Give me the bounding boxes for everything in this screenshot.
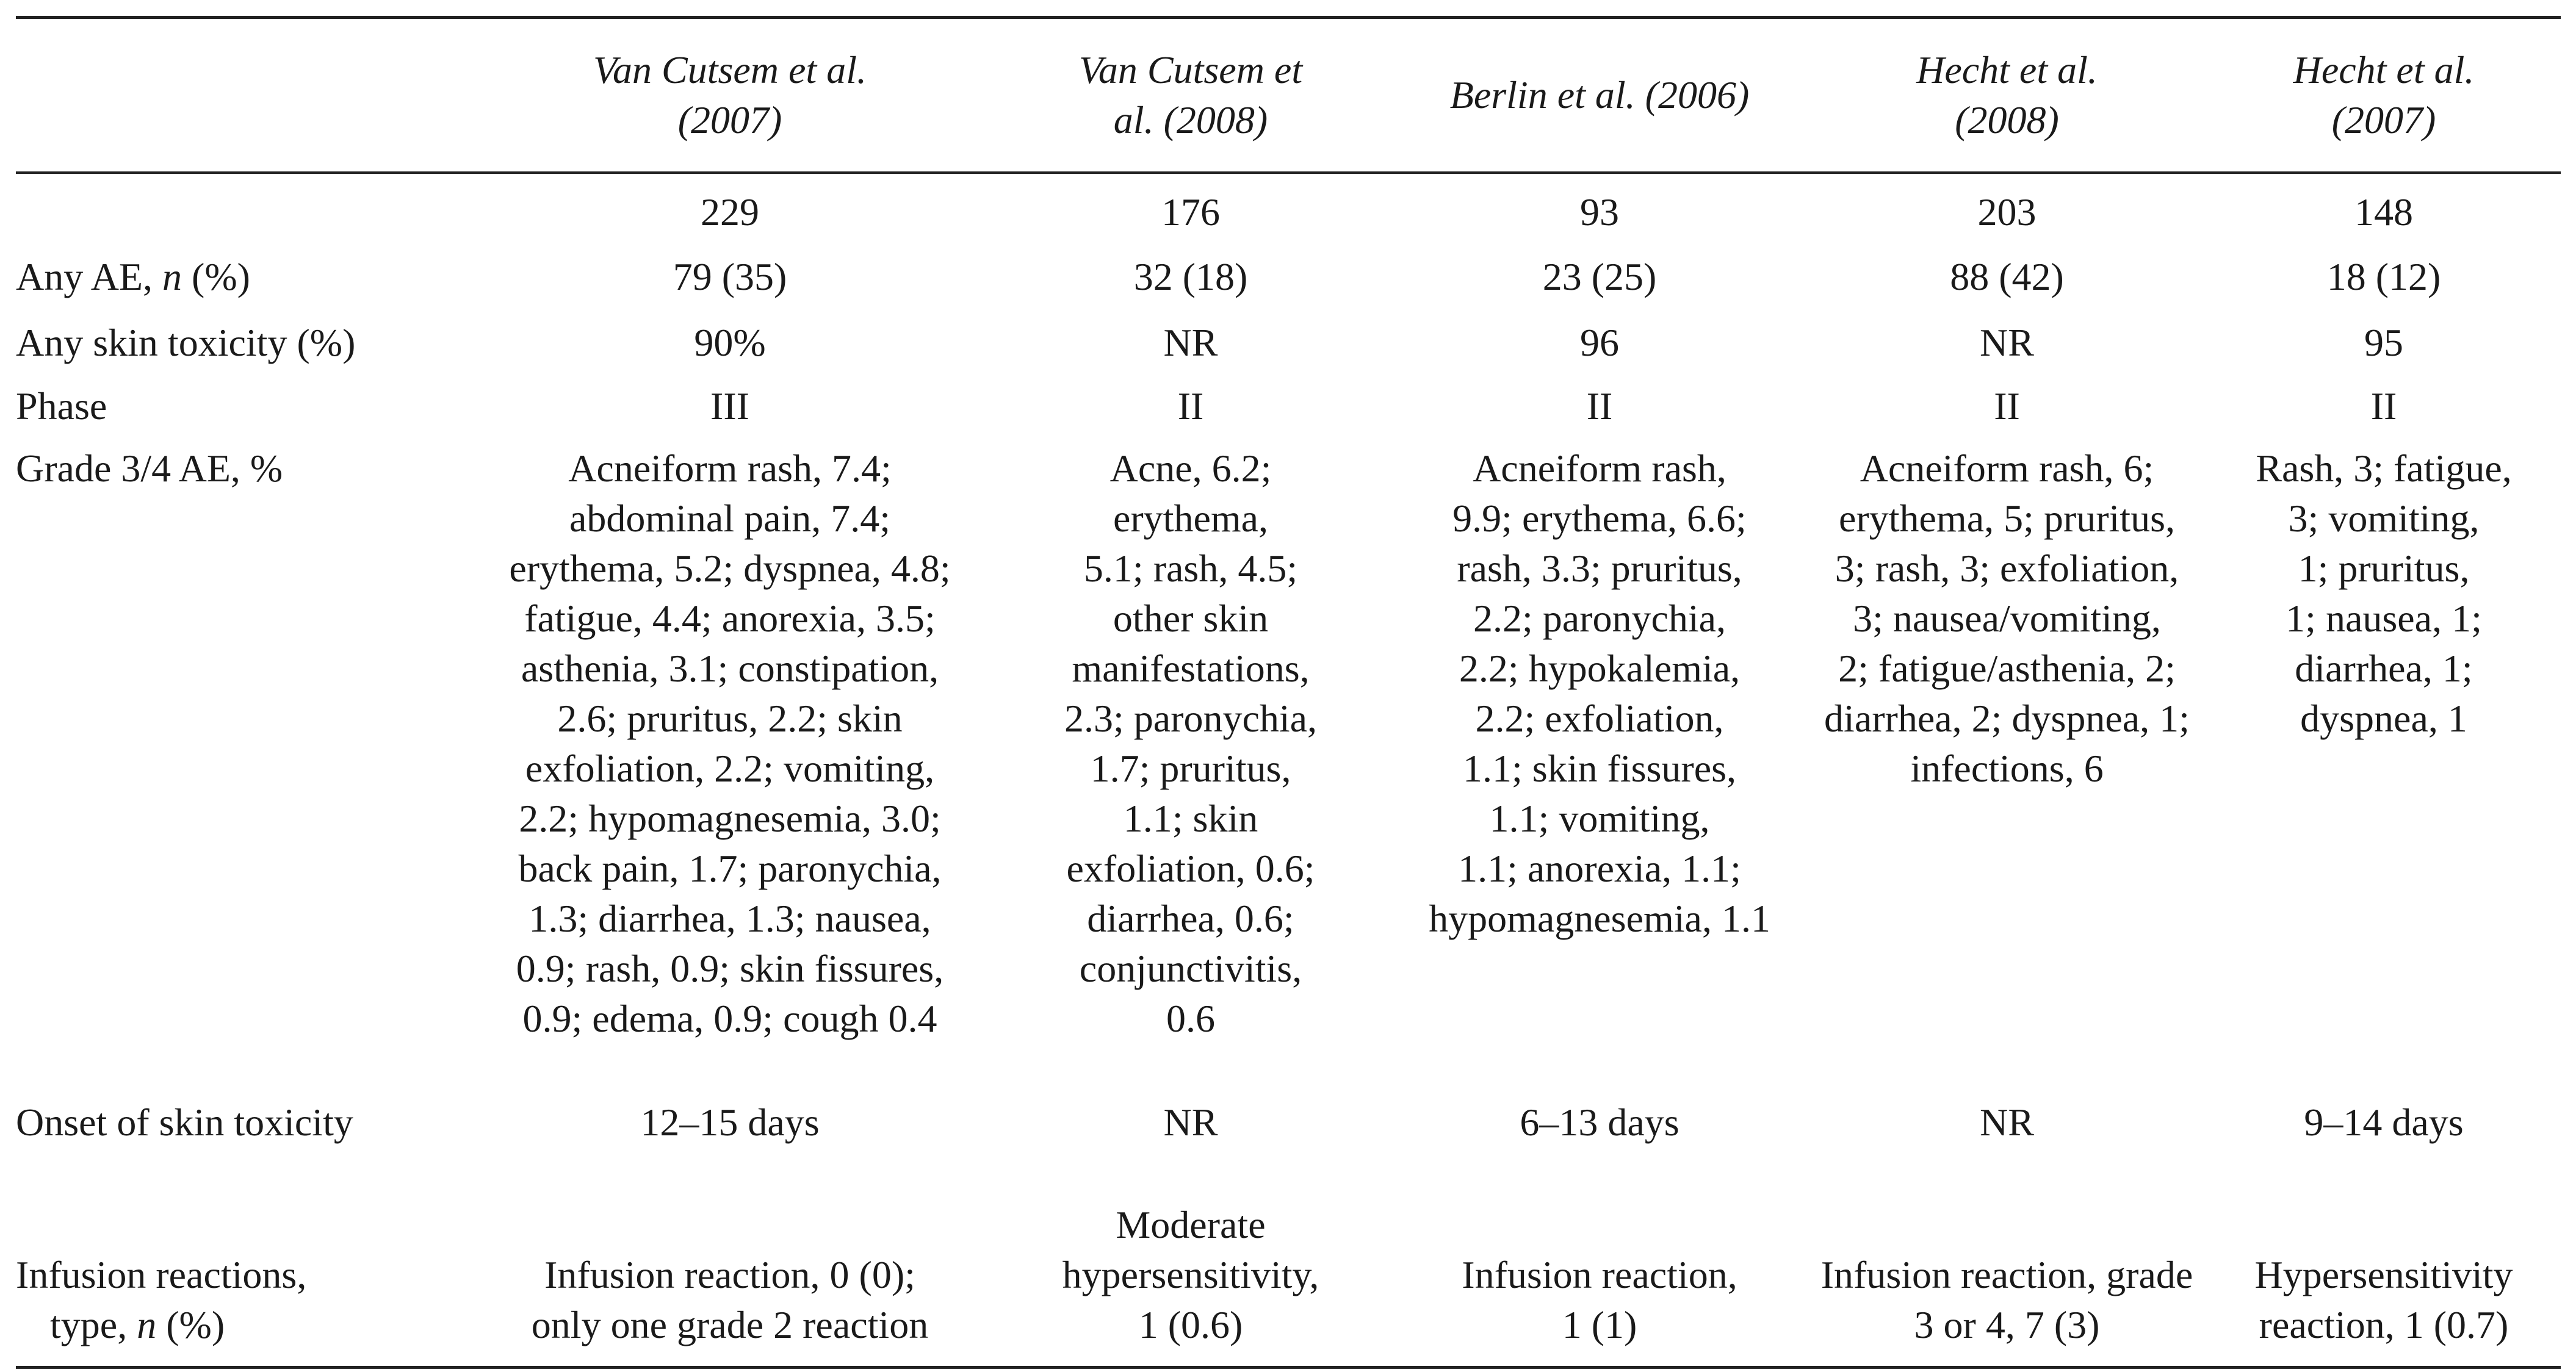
table-cell: Rash, 3; fatigue, 3; vomiting, 1; pruritus, 1; nausea, 1; diarrhea, 1; dyspnea, 1 bbox=[2256, 447, 2512, 740]
table-cell: Acneiform rash, 6; erythema, 5; pruritus, 3; rash, 3; exfoliation, 3; nausea/vomiting, 2; fatigue/asthenia, 2; diarrhea, 2; dyspnea, 1; infections, 6 bbox=[1824, 447, 2190, 790]
table-row-phase bbox=[16, 381, 2561, 444]
row-label-infusion-reactions bbox=[16, 1184, 471, 1368]
row-label-line1: Infusion reactions, bbox=[16, 1253, 307, 1296]
table-cell: Acne, 6.2; erythema, 5.1; rash, 4.5; other skin manifestations, 2.3; paronychia, 1.7; pruritus, 1.1; skin exfoliation, 0.6; diarrhea, 0.6; conjunctivitis, 0.6 bbox=[1064, 447, 1318, 1040]
row-label-any-ae bbox=[16, 252, 471, 318]
row-label-any-skin-toxicity: Any skin toxicity (%) bbox=[16, 321, 356, 364]
table-row-onset-skin-toxicity bbox=[16, 1098, 2561, 1184]
table-cell: 90% bbox=[694, 321, 766, 364]
header-cell-blank bbox=[16, 18, 471, 173]
header-cell-hecht-2007: Hecht et al. (2007) bbox=[2293, 48, 2475, 142]
table-cell: 148 bbox=[2354, 190, 2413, 234]
table-cell: III bbox=[710, 384, 749, 428]
table-cell: 95 bbox=[2364, 321, 2403, 364]
table-cell: NR bbox=[1163, 1101, 1218, 1144]
table-row-any-ae bbox=[16, 252, 2561, 318]
table-cell: NR bbox=[1163, 321, 1218, 364]
header-row bbox=[16, 18, 2561, 173]
header-cell-hecht-2008: Hecht et al. (2008) bbox=[1916, 48, 2098, 142]
row-label-suffix: (%) bbox=[182, 255, 250, 298]
table-cell: 203 bbox=[1977, 190, 2037, 234]
table-cell: Acneiform rash, 9.9; erythema, 6.6; rash, 3.3; pruritus, 2.2; paronychia, 2.2; hypokalemia, 2.2; exfoliation, 1.1; skin fissures, 1.1; vomiting, 1.1; anorexia, 1.1; hypomagnesemia, 1.1 bbox=[1429, 447, 1770, 940]
table-cell: Acneiform rash, 7.4; abdominal pain, 7.4; erythema, 5.2; dyspnea, 4.8; fatigue, 4.4; anorexia, 3.5; asthenia, 3.1; constipation, 2.6; pruritus, 2.2; skin exfoliation, 2.2; vomiting, 2.2; hypomagnesemia, 3.0; back pain, 1.7; paronychia, 1.3; diarrhea, 1.3; nausea, 0.9; rash, 0.9; skin fissures, 0.9; edema, 0.9; cough 0.4 bbox=[509, 447, 951, 1040]
table-header bbox=[16, 18, 2561, 173]
adverse-events-table bbox=[16, 16, 2561, 1369]
row-label-line2-suffix: (%) bbox=[156, 1303, 225, 1346]
row-label-italic-n: n bbox=[162, 255, 182, 298]
row-label-line2-italic-n: n bbox=[137, 1303, 157, 1346]
table-cell: 12–15 days bbox=[640, 1101, 820, 1144]
header-cell-berlin-2006: Berlin et al. (2006) bbox=[1449, 73, 1750, 117]
document-page bbox=[16, 16, 2561, 1346]
table-cell: 229 bbox=[701, 190, 759, 234]
table-cell: II bbox=[2370, 384, 2397, 428]
table-row-grade-3-4-ae bbox=[16, 444, 2561, 1098]
table-row-infusion-reactions bbox=[16, 1184, 2561, 1368]
header-cell-van-cutsem-2008: Van Cutsem et al. (2008) bbox=[1078, 48, 1303, 142]
table-cell: 23 (25) bbox=[1542, 255, 1657, 298]
table-cell: Infusion reaction, 0 (0); only one grade 2 reaction bbox=[531, 1253, 929, 1346]
table-cell: Infusion reaction, 1 (1) bbox=[1462, 1253, 1737, 1346]
table-row-any-skin-toxicity bbox=[16, 318, 2561, 381]
row-label-onset-skin-toxicity: Onset of skin toxicity bbox=[16, 1101, 353, 1144]
table-cell: 176 bbox=[1161, 190, 1220, 234]
table-cell: 79 (35) bbox=[673, 255, 787, 298]
table-cell: 6–13 days bbox=[1520, 1101, 1679, 1144]
table-cell: 18 (12) bbox=[2326, 255, 2441, 298]
table-cell: 93 bbox=[1580, 190, 1619, 234]
table-cell: II bbox=[1177, 384, 1204, 428]
row-label-phase: Phase bbox=[16, 384, 107, 428]
header-cell-van-cutsem-2007: Van Cutsem et al. (2007) bbox=[593, 48, 867, 142]
row-label-grade-3-4-ae: Grade 3/4 AE, % bbox=[16, 447, 283, 490]
row-label-line2 bbox=[16, 1300, 225, 1350]
table-cell: NR bbox=[1980, 1101, 2034, 1144]
table-cell: NR bbox=[1980, 321, 2034, 364]
row-label-prefix: Any AE, bbox=[16, 255, 162, 298]
table-cell: II bbox=[1586, 384, 1613, 428]
table-cell: 32 (18) bbox=[1133, 255, 1248, 298]
table-cell: Infusion reaction, grade 3 or 4, 7 (3) bbox=[1820, 1253, 2193, 1346]
row-label-line2-prefix: type, bbox=[50, 1303, 137, 1346]
table-cell: 88 (42) bbox=[1950, 255, 2064, 298]
table-cell: Moderate hypersensitivity, 1 (0.6) bbox=[1062, 1203, 1319, 1346]
table-cell: II bbox=[1994, 384, 2020, 428]
table-cell: 9–14 days bbox=[2304, 1101, 2464, 1144]
table-row-n bbox=[16, 173, 2561, 252]
table-cell: Hypersensitivity reaction, 1 (0.7) bbox=[2254, 1253, 2513, 1346]
table-cell: 96 bbox=[1580, 321, 1619, 364]
table-body bbox=[16, 173, 2561, 1368]
row-label-n bbox=[16, 173, 471, 252]
